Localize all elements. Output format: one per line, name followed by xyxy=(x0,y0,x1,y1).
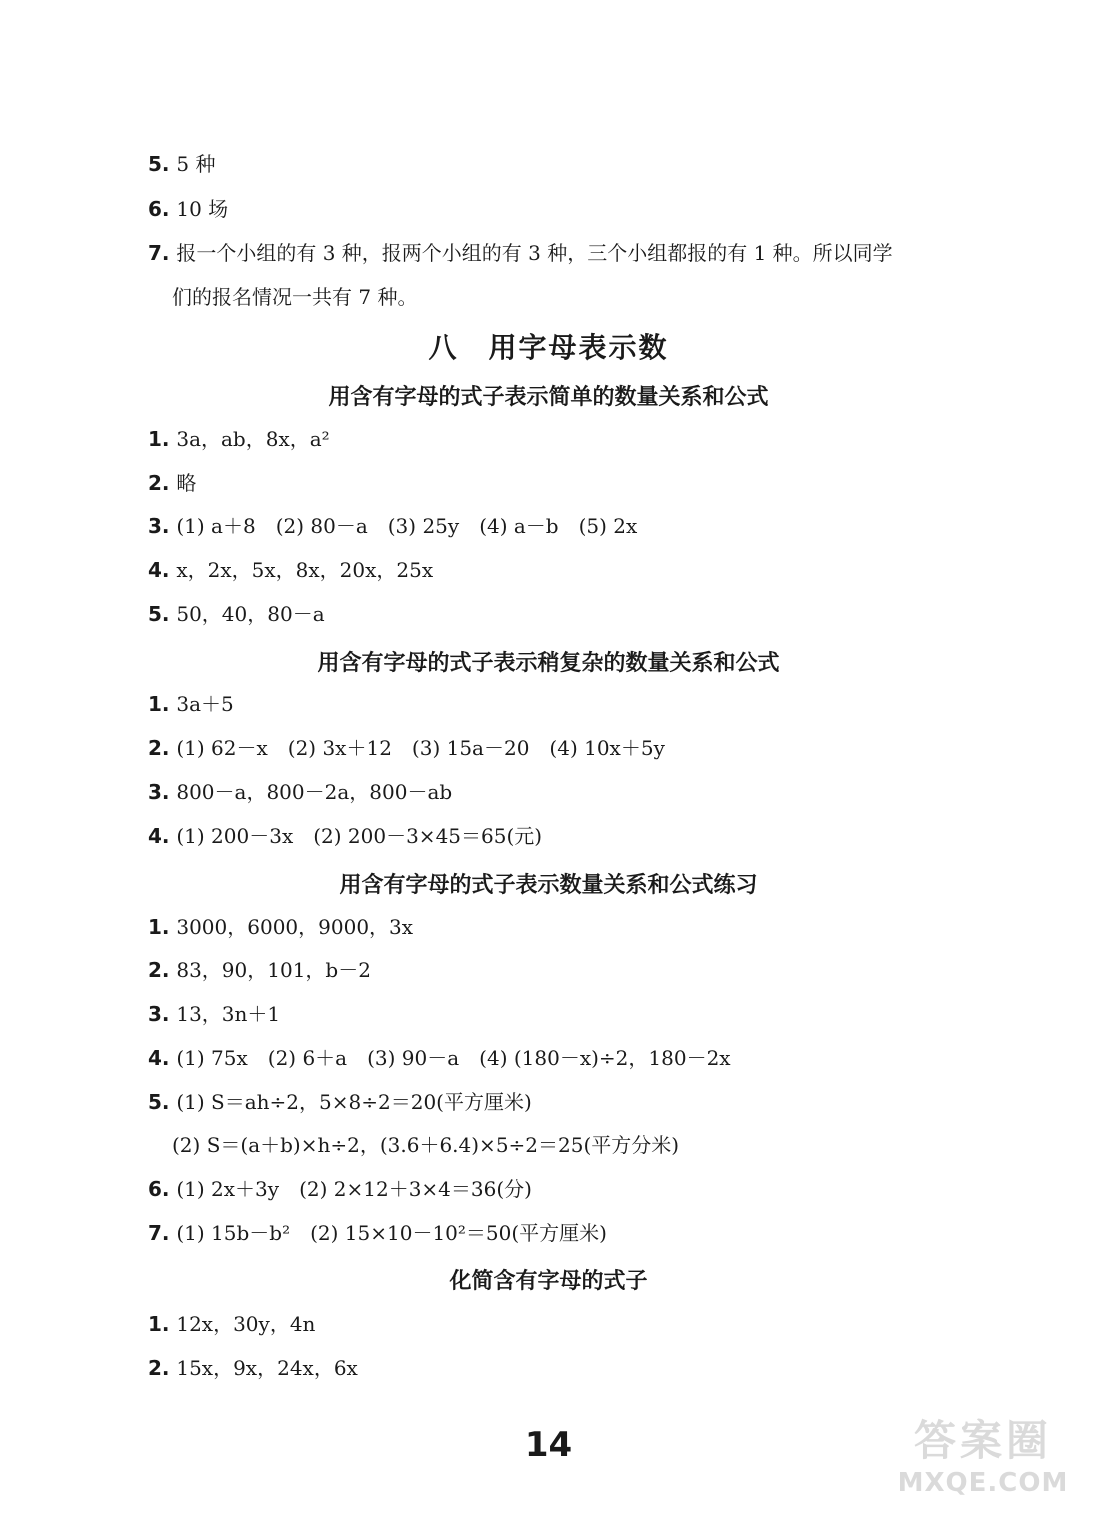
answer-line xyxy=(148,734,665,762)
answer-number: 2. xyxy=(148,1356,170,1380)
answer-number: 2. xyxy=(148,958,170,982)
answer-text: (2) S＝(a＋b)×h÷2，(3.6＋6.4)×5÷2＝25(平方分米) xyxy=(172,1133,680,1157)
answer-line xyxy=(148,556,433,584)
answer-number: 4. xyxy=(148,824,170,848)
answer-number: 3. xyxy=(148,780,170,804)
answer-text: 3a，ab，8x，a² xyxy=(176,427,330,451)
answer-text: 3000，6000，9000，3x xyxy=(176,915,414,939)
answer-line-continued xyxy=(172,1131,679,1159)
answer-line xyxy=(148,913,413,941)
answer-line xyxy=(148,469,196,497)
answer-number: 5. xyxy=(148,152,170,176)
answer-text: (1) 2x＋3y (2) 2×12＋3×4＝36(分) xyxy=(176,1177,532,1201)
section-title: 用含有字母的式子表示稍复杂的数量关系和公式 xyxy=(317,651,780,676)
answer-text: (1) a＋8 (2) 80－a (3) 25y (4) a－b (5) 2x xyxy=(176,514,638,538)
page-number: 14 xyxy=(524,1425,573,1465)
answer-line xyxy=(148,778,452,806)
answer-line xyxy=(148,1219,607,1247)
watermark-line1: 答案圈 xyxy=(913,1416,1052,1465)
answer-number: 7. xyxy=(148,241,170,265)
chapter-title: 八 用字母表示数 xyxy=(428,331,669,364)
answer-line xyxy=(148,690,234,718)
answer-text: 12x，30y，4n xyxy=(176,1312,316,1336)
answer-number: 1. xyxy=(148,427,170,451)
answer-text: 13，3n＋1 xyxy=(176,1002,281,1026)
answer-text: (1) 75x (2) 6＋a (3) 90－a (4) (180－x)÷2，180－2x xyxy=(176,1046,731,1070)
answer-text: (1) S＝ah÷2，5×8÷2＝20(平方厘米) xyxy=(176,1090,532,1114)
answer-number: 5. xyxy=(148,602,170,626)
answer-text: 3a＋5 xyxy=(176,692,234,716)
answer-line xyxy=(148,1354,358,1382)
answer-line xyxy=(148,239,893,267)
answer-text: 报一个小组的有 3 种，报两个小组的有 3 种，三个小组都报的有 1 种。所以同学 xyxy=(176,241,893,265)
answer-text: 15x，9x，24x，6x xyxy=(176,1356,358,1380)
answer-number: 1. xyxy=(148,1312,170,1336)
answer-number: 4. xyxy=(148,1046,170,1070)
answer-number: 3. xyxy=(148,514,170,538)
answer-number: 4. xyxy=(148,558,170,582)
answer-text: (1) 62－x (2) 3x＋12 (3) 15a－20 (4) 10x＋5y xyxy=(176,736,665,760)
watermark-line2: MXQE.COM xyxy=(897,1468,1069,1498)
answer-number: 6. xyxy=(148,197,170,221)
answer-text: 83，90，101，b－2 xyxy=(176,958,371,982)
answer-text: 5 种 xyxy=(176,152,216,176)
answer-text: 50，40，80－a xyxy=(176,602,325,626)
answer-number: 1. xyxy=(148,915,170,939)
answer-line xyxy=(148,512,637,540)
answer-number: 2. xyxy=(148,471,170,495)
answer-line xyxy=(148,1310,315,1338)
answer-line xyxy=(148,195,228,223)
answer-number: 3. xyxy=(148,1002,170,1026)
answer-line xyxy=(148,1000,280,1028)
section-title: 化简含有字母的式子 xyxy=(449,1269,648,1294)
answer-number: 6. xyxy=(148,1177,170,1201)
answer-line xyxy=(148,600,325,628)
answer-line xyxy=(148,1088,532,1116)
answer-line xyxy=(148,822,542,850)
answer-text: 800－a，800－2a，800－ab xyxy=(176,780,453,804)
answer-text: (1) 15b－b² (2) 15×10－10²＝50(平方厘米) xyxy=(176,1221,607,1245)
section-title: 用含有字母的式子表示简单的数量关系和公式 xyxy=(328,385,769,410)
answer-number: 2. xyxy=(148,736,170,760)
answer-line xyxy=(148,150,215,178)
answer-text: 10 场 xyxy=(176,197,229,221)
answer-text: (1) 200－3x (2) 200－3×45＝65(元) xyxy=(176,824,543,848)
answer-text: 略 xyxy=(176,471,197,495)
answer-line xyxy=(148,1175,532,1203)
watermark-logo xyxy=(883,1408,1083,1518)
section-title: 用含有字母的式子表示数量关系和公式练习 xyxy=(339,873,758,898)
answer-number: 5. xyxy=(148,1090,170,1114)
answer-line-continued xyxy=(172,283,417,311)
answer-text: 们的报名情况一共有 7 种。 xyxy=(172,285,418,309)
answer-text: x，2x，5x，8x，20x，25x xyxy=(176,558,434,582)
answer-number: 7. xyxy=(148,1221,170,1245)
answer-line xyxy=(148,1044,731,1072)
answer-line xyxy=(148,425,330,453)
answer-line xyxy=(148,956,371,984)
answer-number: 1. xyxy=(148,692,170,716)
